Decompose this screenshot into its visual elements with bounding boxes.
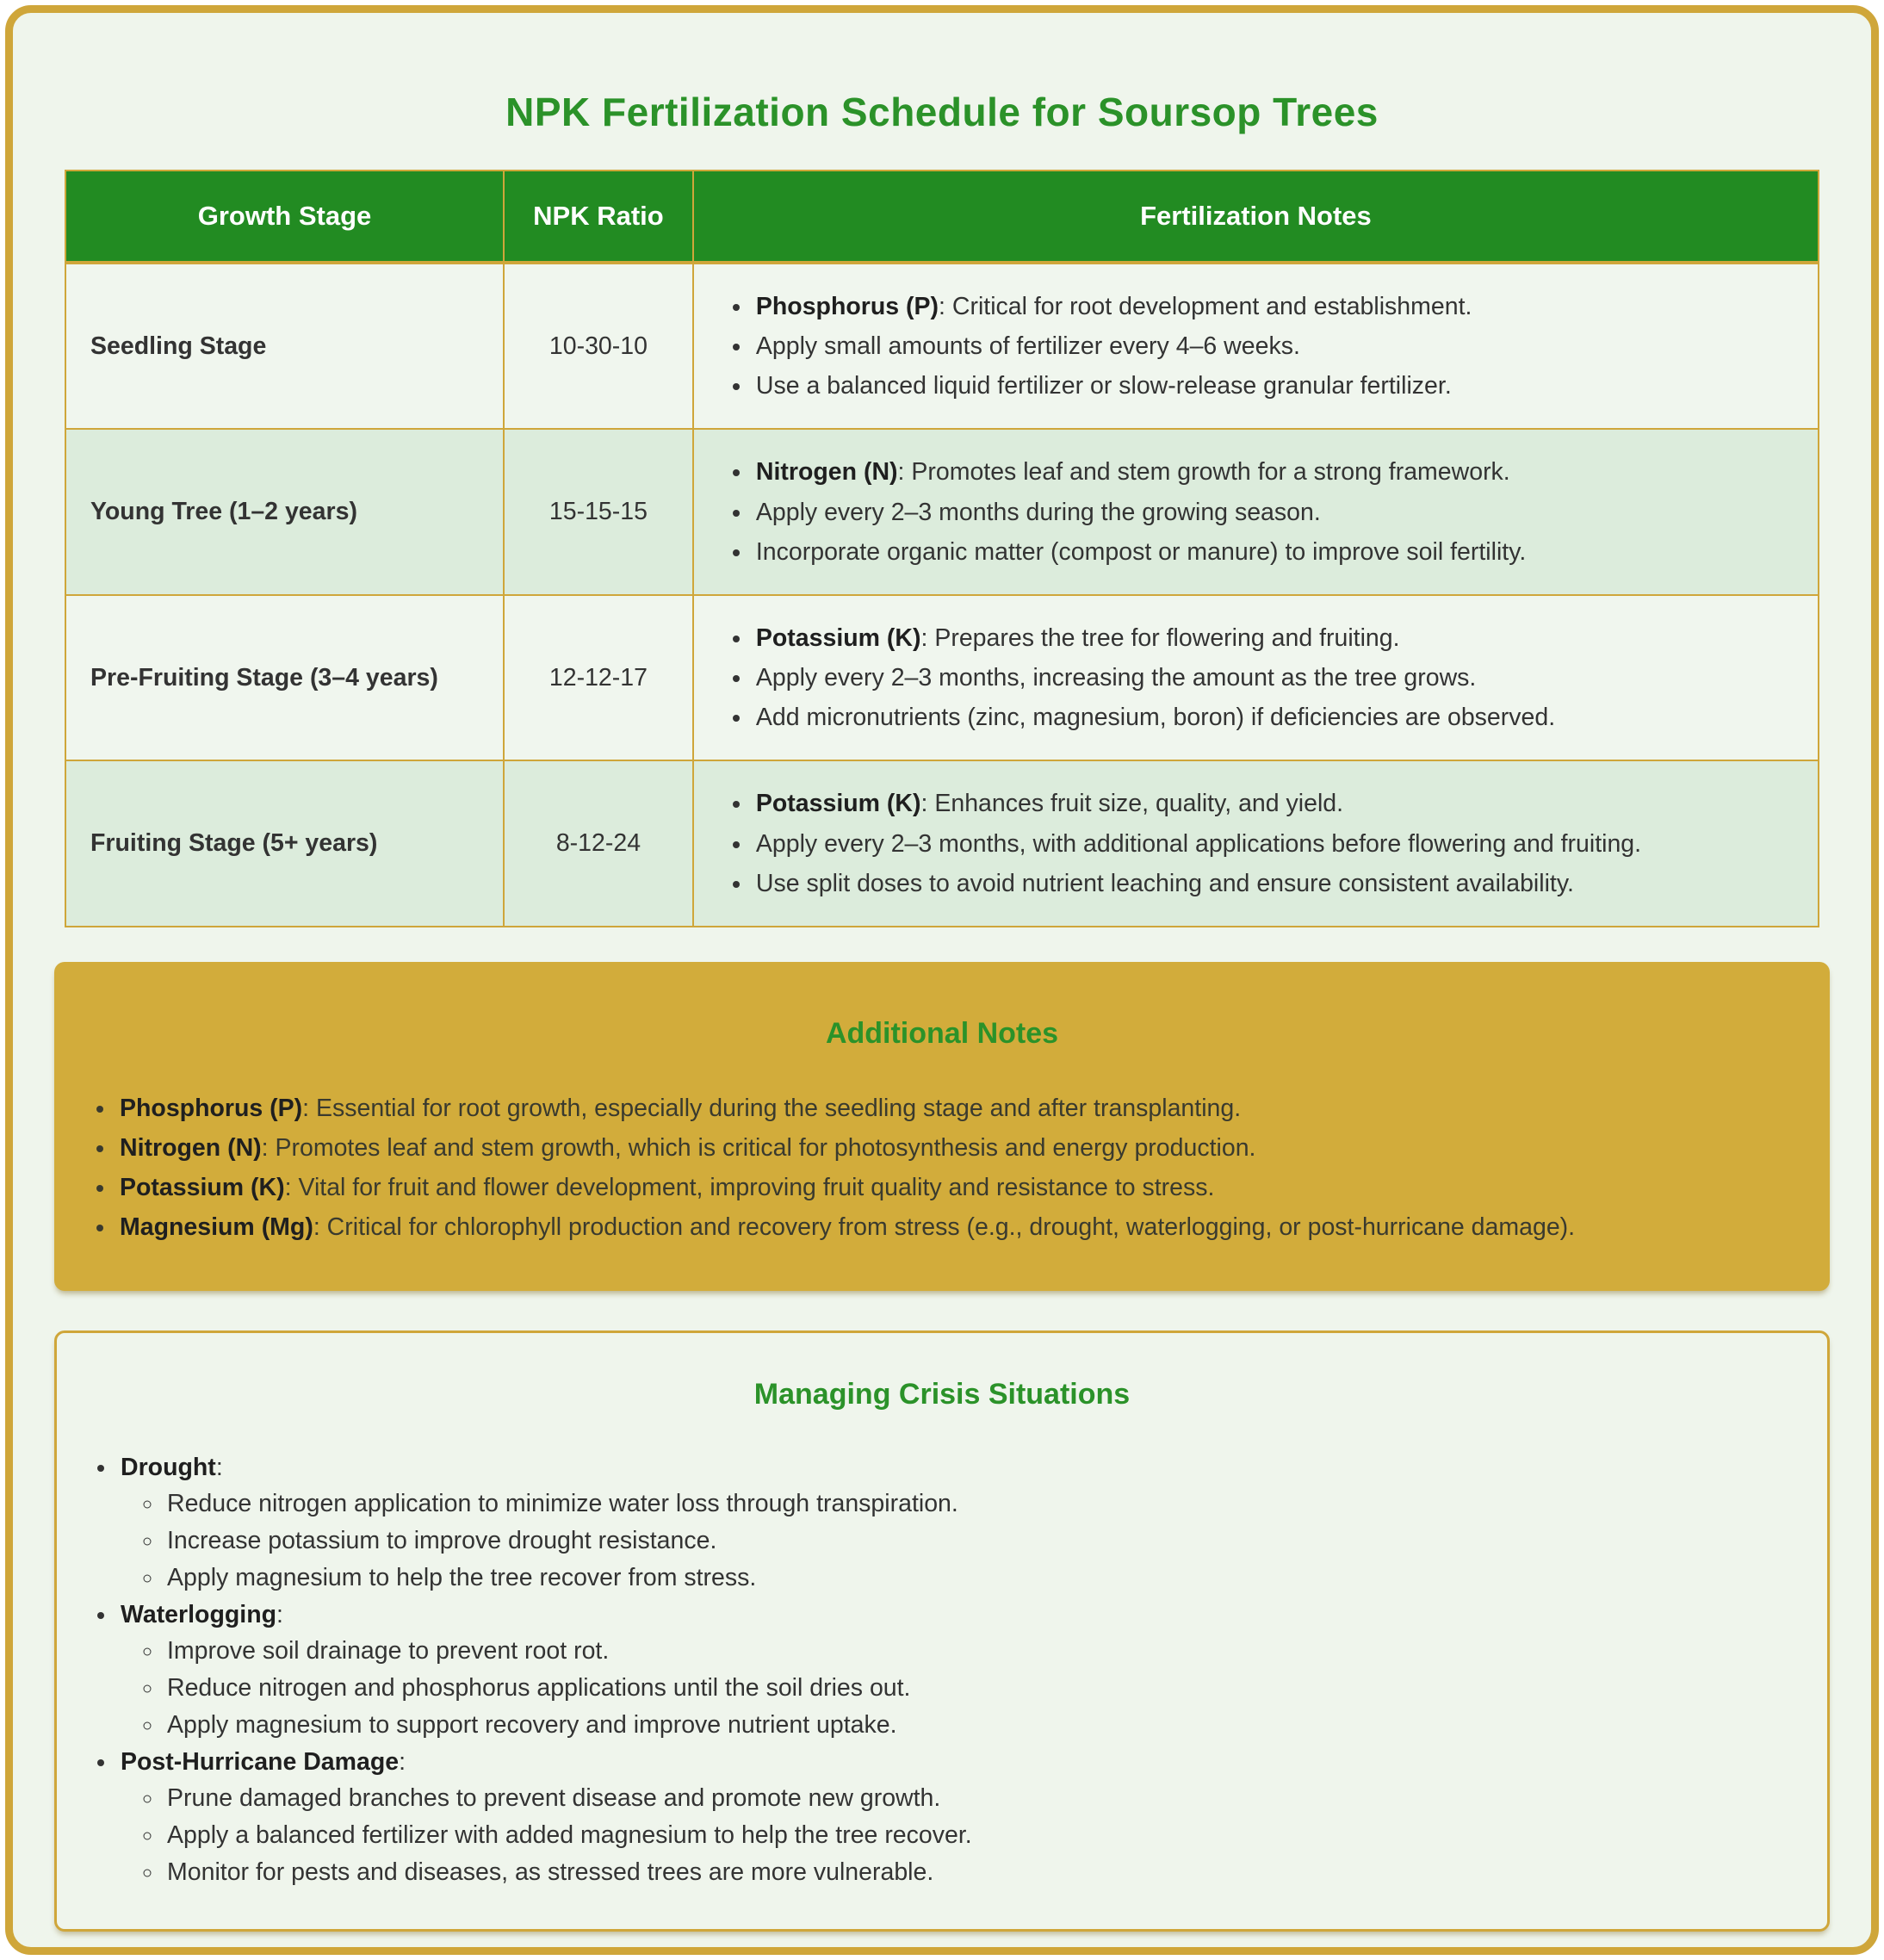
note-item: • Potassium (K): Prepares the tree for flowering and fruiting.	[753, 618, 1792, 658]
table-row	[65, 429, 1819, 594]
header-npk-ratio: NPK Ratio	[504, 171, 693, 263]
crisis-label: Post-Hurricane Damage	[121, 1747, 400, 1776]
stage-cell: Fruiting Stage (5+ years)	[65, 760, 504, 926]
document-page	[5, 5, 1879, 1955]
notes-list	[711, 452, 1792, 571]
additional-notes-section	[54, 962, 1830, 1291]
note-item: • Apply every 2–3 months during the growing season.	[753, 493, 1792, 532]
note-item: • Potassium (K): Enhances fruit size, quality, and yield.	[753, 784, 1792, 823]
additional-note-item: • Potassium (K): Vital for fruit and flower development, improving fruit quality and resistance to stress.	[116, 1168, 1804, 1207]
fertilization-schedule-table	[65, 170, 1819, 927]
note-term: Nitrogen (N)	[120, 1134, 262, 1163]
crisis-item: • Waterlogging: ◦ Improve soil drainage to prevent root rot. ◦ Reduce nitrogen and phosphorus applications until the soil dries out. ◦ Apply magnesium to support recovery and improve nutrient uptake.	[117, 1597, 1803, 1744]
crisis-subitem: ◦ Reduce nitrogen and phosphorus applications until the soil dries out.	[164, 1670, 1803, 1707]
stage-cell: Pre-Fruiting Stage (3–4 years)	[65, 595, 504, 760]
page-title: NPK Fertilization Schedule for Soursop Trees	[505, 90, 1379, 134]
additional-note-item: • Nitrogen (N): Promotes leaf and stem growth, which is critical for photosynthesis and energy production.	[116, 1128, 1804, 1168]
crisis-subitem: ◦ Reduce nitrogen application to minimize water loss through transpiration.	[164, 1486, 1803, 1523]
notes-list	[711, 784, 1792, 902]
notes-list	[711, 287, 1792, 406]
note-item: • Apply every 2–3 months, with additional applications before flowering and fruiting.	[753, 824, 1792, 864]
table-row	[65, 263, 1819, 429]
note-item: • Incorporate organic matter (compost or manure) to improve soil fertility.	[753, 532, 1792, 572]
note-item: • Use a balanced liquid fertilizer or slow-release granular fertilizer.	[753, 366, 1792, 406]
npk-cell: 8-12-24	[504, 760, 693, 926]
table-row	[65, 595, 1819, 760]
stage-cell: Young Tree (1–2 years)	[65, 429, 504, 594]
crisis-subitem: ◦ Improve soil drainage to prevent root rot.	[164, 1633, 1803, 1670]
note-item: • Phosphorus (P): Critical for root development and establishment.	[753, 287, 1792, 326]
note-term: Potassium (K)	[755, 623, 921, 652]
stage-cell: Seedling Stage	[65, 263, 504, 429]
notes-cell	[693, 595, 1819, 760]
note-term: Phosphorus (P)	[755, 293, 939, 320]
table-header	[65, 171, 1819, 263]
note-item: • Apply every 2–3 months, increasing the amount as the tree grows.	[753, 658, 1792, 698]
additional-notes-heading: Additional Notes	[825, 1016, 1059, 1050]
crisis-subitem: ◦ Monitor for pests and diseases, as stressed trees are more vulnerable.	[164, 1854, 1803, 1891]
npk-cell: 10-30-10	[504, 263, 693, 429]
header-fertilization-notes: Fertilization Notes	[693, 171, 1819, 263]
crisis-section	[54, 1330, 1830, 1932]
notes-cell	[693, 760, 1819, 926]
notes-cell	[693, 429, 1819, 594]
table-header-row	[65, 171, 1819, 263]
notes-cell	[693, 263, 1819, 429]
note-term: Phosphorus (P)	[120, 1094, 303, 1122]
header-growth-stage: Growth Stage	[65, 171, 504, 263]
crisis-label: Drought	[121, 1453, 216, 1481]
notes-list	[711, 618, 1792, 737]
note-item: • Apply small amounts of fertilizer every 4–6 weeks.	[753, 326, 1792, 366]
note-item: • Add micronutrients (zinc, magnesium, boron) if deficiencies are observed.	[753, 698, 1792, 737]
crisis-subitem: ◦ Increase potassium to improve drought resistance.	[164, 1523, 1803, 1560]
crisis-item: • Drought: ◦ Reduce nitrogen application to minimize water loss through transpiration. ◦ Increase potassium to improve drought resistance. ◦ Apply magnesium to help the tree recover from stress.	[117, 1449, 1803, 1597]
table-row	[65, 760, 1819, 926]
crisis-subitem: ◦ Apply magnesium to support recovery and improve nutrient uptake.	[164, 1707, 1803, 1744]
additional-note-item: • Phosphorus (P): Essential for root growth, especially during the seedling stage and after transplanting.	[116, 1089, 1804, 1128]
schedule-table-body	[65, 263, 1819, 927]
crisis-heading: Managing Crisis Situations	[753, 1377, 1131, 1411]
additional-note-item: • Magnesium (Mg): Critical for chlorophyll production and recovery from stress (e.g., drought, waterlogging, or post-hurricane damage).	[116, 1207, 1804, 1247]
npk-cell: 15-15-15	[504, 429, 693, 594]
crisis-sublist	[121, 1633, 1803, 1743]
note-term: Potassium (K)	[755, 790, 921, 818]
npk-cell: 12-12-17	[504, 595, 693, 760]
crisis-sublist	[121, 1486, 1803, 1596]
note-term: Potassium (K)	[120, 1174, 285, 1202]
note-term: Nitrogen (N)	[755, 458, 898, 487]
note-item: • Use split doses to avoid nutrient leaching and ensure consistent availability.	[753, 864, 1792, 903]
additional-notes-list	[80, 1089, 1804, 1248]
crisis-subitem: ◦ Apply a balanced fertilizer with added magnesium to help the tree recover.	[164, 1817, 1803, 1854]
crisis-label: Waterlogging	[121, 1600, 277, 1628]
crisis-sublist	[121, 1780, 1803, 1890]
note-term: Magnesium (Mg)	[120, 1213, 313, 1242]
note-item: • Nitrogen (N): Promotes leaf and stem growth for a strong framework.	[753, 452, 1792, 492]
crisis-item: • Post-Hurricane Damage: ◦ Prune damaged branches to prevent disease and promote new growth. ◦ Apply a balanced fertilizer with added magnesium to help the tree recover. ◦ Monitor for pests and diseases, as stressed trees are more vulnerable.	[117, 1744, 1803, 1891]
crisis-list	[81, 1449, 1803, 1891]
crisis-subitem: ◦ Prune damaged branches to prevent disease and promote new growth.	[164, 1780, 1803, 1817]
crisis-subitem: ◦ Apply magnesium to help the tree recover from stress.	[164, 1560, 1803, 1597]
